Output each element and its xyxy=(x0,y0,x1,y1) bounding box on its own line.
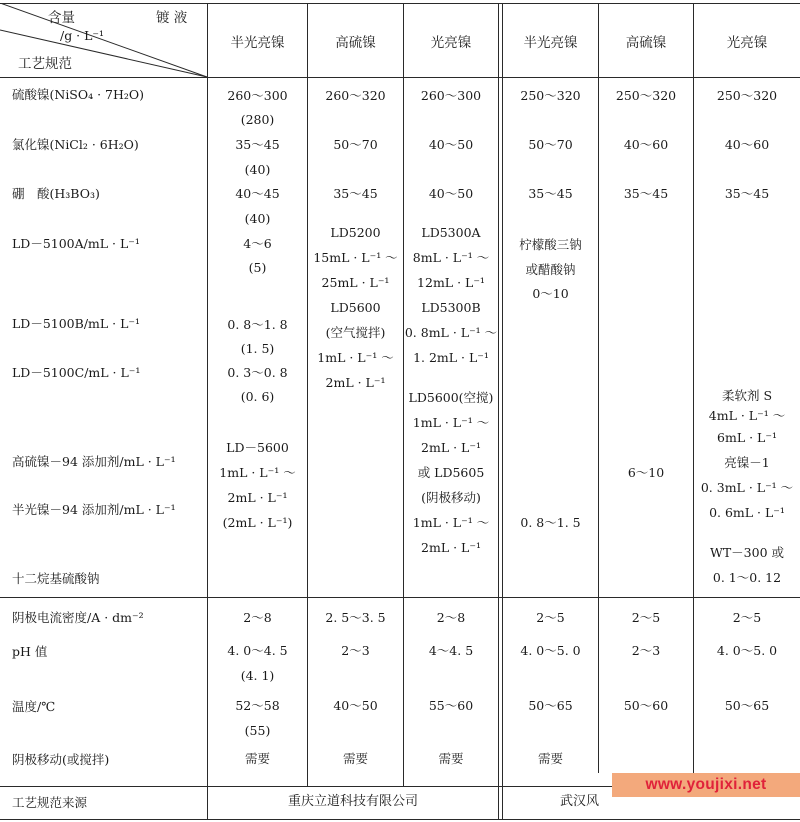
corner-label-bath: 镀 液 xyxy=(156,10,188,26)
source-wuhan: 武汉风 xyxy=(560,794,600,809)
rule-bottom xyxy=(0,819,800,820)
table-cell: 1mL · L⁻¹ ～ xyxy=(219,465,296,480)
table-cell: LD－5600 xyxy=(226,440,289,455)
table-cell: 2mL · L⁻¹ xyxy=(227,490,288,505)
table-cell: 需要 xyxy=(438,751,464,766)
column-header: 高硫镍 xyxy=(625,35,667,51)
table-cell: 柔软剂 S xyxy=(721,388,773,403)
table-cell: 或醋酸钠 xyxy=(525,262,576,277)
table-cell: 或 LD5605 xyxy=(417,465,485,480)
table-cell: LD5300A xyxy=(421,225,481,240)
row-label-temperature: 温度/℃ xyxy=(12,699,56,714)
table-cell: 35～45 xyxy=(724,186,770,201)
table-cell: 2. 5～3. 5 xyxy=(325,610,386,625)
table-cell: 50～60 xyxy=(623,698,669,713)
table-cell: 0. 3～0. 8 xyxy=(227,365,288,380)
table-cell: 40～50 xyxy=(428,137,474,152)
table-cell: 50～70 xyxy=(333,137,378,152)
table-cell: (空气搅拌) xyxy=(325,325,386,340)
table-cell: 2～3 xyxy=(341,643,370,658)
row-label-nickel-chloride: 氯化镍(NiCl₂ · 6H₂O) xyxy=(12,137,139,152)
table-cell: (55) xyxy=(244,723,271,738)
table-cell: 2～5 xyxy=(732,610,762,625)
table-cell: 0. 8mL · L⁻¹ ～ xyxy=(404,325,498,340)
row-label-boric-acid: 硼 酸(H₃BO₃) xyxy=(12,186,100,201)
table-cell: 8mL · L⁻¹ ～ xyxy=(412,250,490,265)
table-cell: 2～8 xyxy=(243,610,272,625)
row-label-semi-94: 半光镍－94 添加剂/mL · L⁻¹ xyxy=(12,502,176,517)
table-cell: 15mL · L⁻¹ ～ xyxy=(313,250,398,265)
table-cell: 50～65 xyxy=(724,698,770,713)
table-cell: 2～5 xyxy=(536,610,565,625)
table-cell: 1mL · L⁻¹ ～ xyxy=(317,350,394,365)
table-cell: LD5600(空搅) xyxy=(408,390,494,405)
table-cell: 柠檬酸三钠 xyxy=(519,237,582,252)
table-cell: LD5300B xyxy=(421,300,481,315)
table-cell: 250～320 xyxy=(520,88,581,103)
table-cell: 35～45 xyxy=(528,186,573,201)
row-label-current-density: 阴极电流密度/A · dm⁻² xyxy=(12,610,144,625)
table-cell: (2mL · L⁻¹) xyxy=(222,515,293,530)
table-cell: LD5200 xyxy=(330,225,381,240)
table-cell: 52～58 xyxy=(235,698,280,713)
table-cell: (5) xyxy=(248,260,267,275)
table-cell: 260～300 xyxy=(227,88,288,103)
table-cell: 0. 8～1. 8 xyxy=(227,317,288,332)
table-cell: (280) xyxy=(240,112,275,127)
table-cell: 亮镍－1 xyxy=(724,455,770,470)
watermark-banner: www.youjixi.net xyxy=(612,773,800,797)
table-cell: 0～10 xyxy=(532,286,569,301)
row-label-high-s-94: 高硫镍－94 添加剂/mL · L⁻¹ xyxy=(12,454,176,469)
column-header: 高硫镍 xyxy=(335,35,376,51)
table-cell: 6～10 xyxy=(627,465,665,480)
column-header: 半光亮镍 xyxy=(523,35,578,51)
table-cell: 4. 0～4. 5 xyxy=(227,643,288,658)
row-label-nickel-sulfate: 硫酸镍(NiSO₄ · 7H₂O) xyxy=(12,87,145,102)
table-cell: (阴极移动) xyxy=(421,490,481,505)
table-cell: 55～60 xyxy=(428,698,474,713)
table-cell: 260～320 xyxy=(325,88,386,103)
table-cell: 12mL · L⁻¹ xyxy=(417,275,485,290)
table-cell: 1mL · L⁻¹ ～ xyxy=(412,515,490,530)
column-header: 光亮镍 xyxy=(726,35,768,51)
table-cell: 40～60 xyxy=(623,137,669,152)
table-cell: 50～65 xyxy=(528,698,573,713)
table-cell: 260～300 xyxy=(420,88,482,103)
table-cell: 需要 xyxy=(537,751,563,766)
table-cell: 40～50 xyxy=(428,186,474,201)
table-cell: 40～50 xyxy=(333,698,378,713)
table-cell: 250～320 xyxy=(716,88,778,103)
column-header: 半光亮镍 xyxy=(230,35,285,51)
table-cell: 2mL · L⁻¹ xyxy=(421,540,481,555)
row-label-ld5100c: LD－5100C/mL · L⁻¹ xyxy=(12,365,141,380)
row-label-ld5100b: LD－5100B/mL · L⁻¹ xyxy=(12,316,141,331)
table-cell: 1mL · L⁻¹ ～ xyxy=(412,415,490,430)
table-cell: (4. 1) xyxy=(240,668,275,683)
table-cell: 0. 8～1. 5 xyxy=(520,515,581,530)
table-cell: 需要 xyxy=(342,751,368,766)
table-cell: 2～3 xyxy=(631,643,661,658)
table-cell: 2～5 xyxy=(631,610,661,625)
column-header: 光亮镍 xyxy=(430,35,472,51)
table-cell: 40～45 xyxy=(235,186,280,201)
table-cell: 需要 xyxy=(244,751,270,766)
table-cell: 0. 1～0. 12 xyxy=(712,570,782,585)
table-cell: (0. 6) xyxy=(240,389,275,404)
row-label-source: 工艺规范来源 xyxy=(12,795,88,810)
corner-label-spec: 工艺规范 xyxy=(18,56,72,72)
table-cell: 35～45 xyxy=(623,186,669,201)
table-cell: 40～60 xyxy=(724,137,770,152)
table-cell: 4～6 xyxy=(243,236,272,251)
table-cell: LD5600 xyxy=(330,300,381,315)
table-cell: 50～70 xyxy=(528,137,573,152)
row-label-cathode-move: 阴极移动(或搅拌) xyxy=(12,752,110,767)
table-cell: 35～45 xyxy=(333,186,378,201)
table-cell: 0. 6mL · L⁻¹ xyxy=(709,505,785,520)
table-cell: 250～320 xyxy=(615,88,677,103)
table-cell: 2mL · L⁻¹ xyxy=(325,375,386,390)
table-cell: (40) xyxy=(244,211,271,226)
rule-col-4a xyxy=(498,3,499,819)
row-label-ph: pH 值 xyxy=(12,644,48,659)
table-cell: 2mL · L⁻¹ xyxy=(421,440,481,455)
table-cell: 25mL · L⁻¹ xyxy=(321,275,390,290)
table-cell: 4～4. 5 xyxy=(428,643,474,658)
row-label-sds: 十二烷基硫酸钠 xyxy=(12,571,100,586)
table-cell: 4. 0～5. 0 xyxy=(520,643,581,658)
table-cell: 6mL · L⁻¹ xyxy=(717,430,777,445)
table-cell: (40) xyxy=(244,162,271,177)
table-cell: 2～8 xyxy=(436,610,466,625)
table-cell: 35～45 xyxy=(235,137,280,152)
source-chongqing: 重庆立道科技有限公司 xyxy=(287,794,418,809)
corner-label-unit: /g · L⁻¹ xyxy=(60,28,105,43)
table-cell: 4. 0～5. 0 xyxy=(716,643,778,658)
corner-label-content: 含量 xyxy=(48,10,75,26)
table-cell: WT－300 或 xyxy=(709,545,785,560)
table-cell: 1. 2mL · L⁻¹ xyxy=(413,350,489,365)
rule-upper-bottom xyxy=(0,597,800,598)
table-cell: 0. 3mL · L⁻¹ ～ xyxy=(700,480,794,495)
table-cell: (1. 5) xyxy=(240,341,275,356)
table-cell: 4mL · L⁻¹ ～ xyxy=(708,408,786,423)
row-label-ld5100a: LD－5100A/mL · L⁻¹ xyxy=(12,236,140,251)
